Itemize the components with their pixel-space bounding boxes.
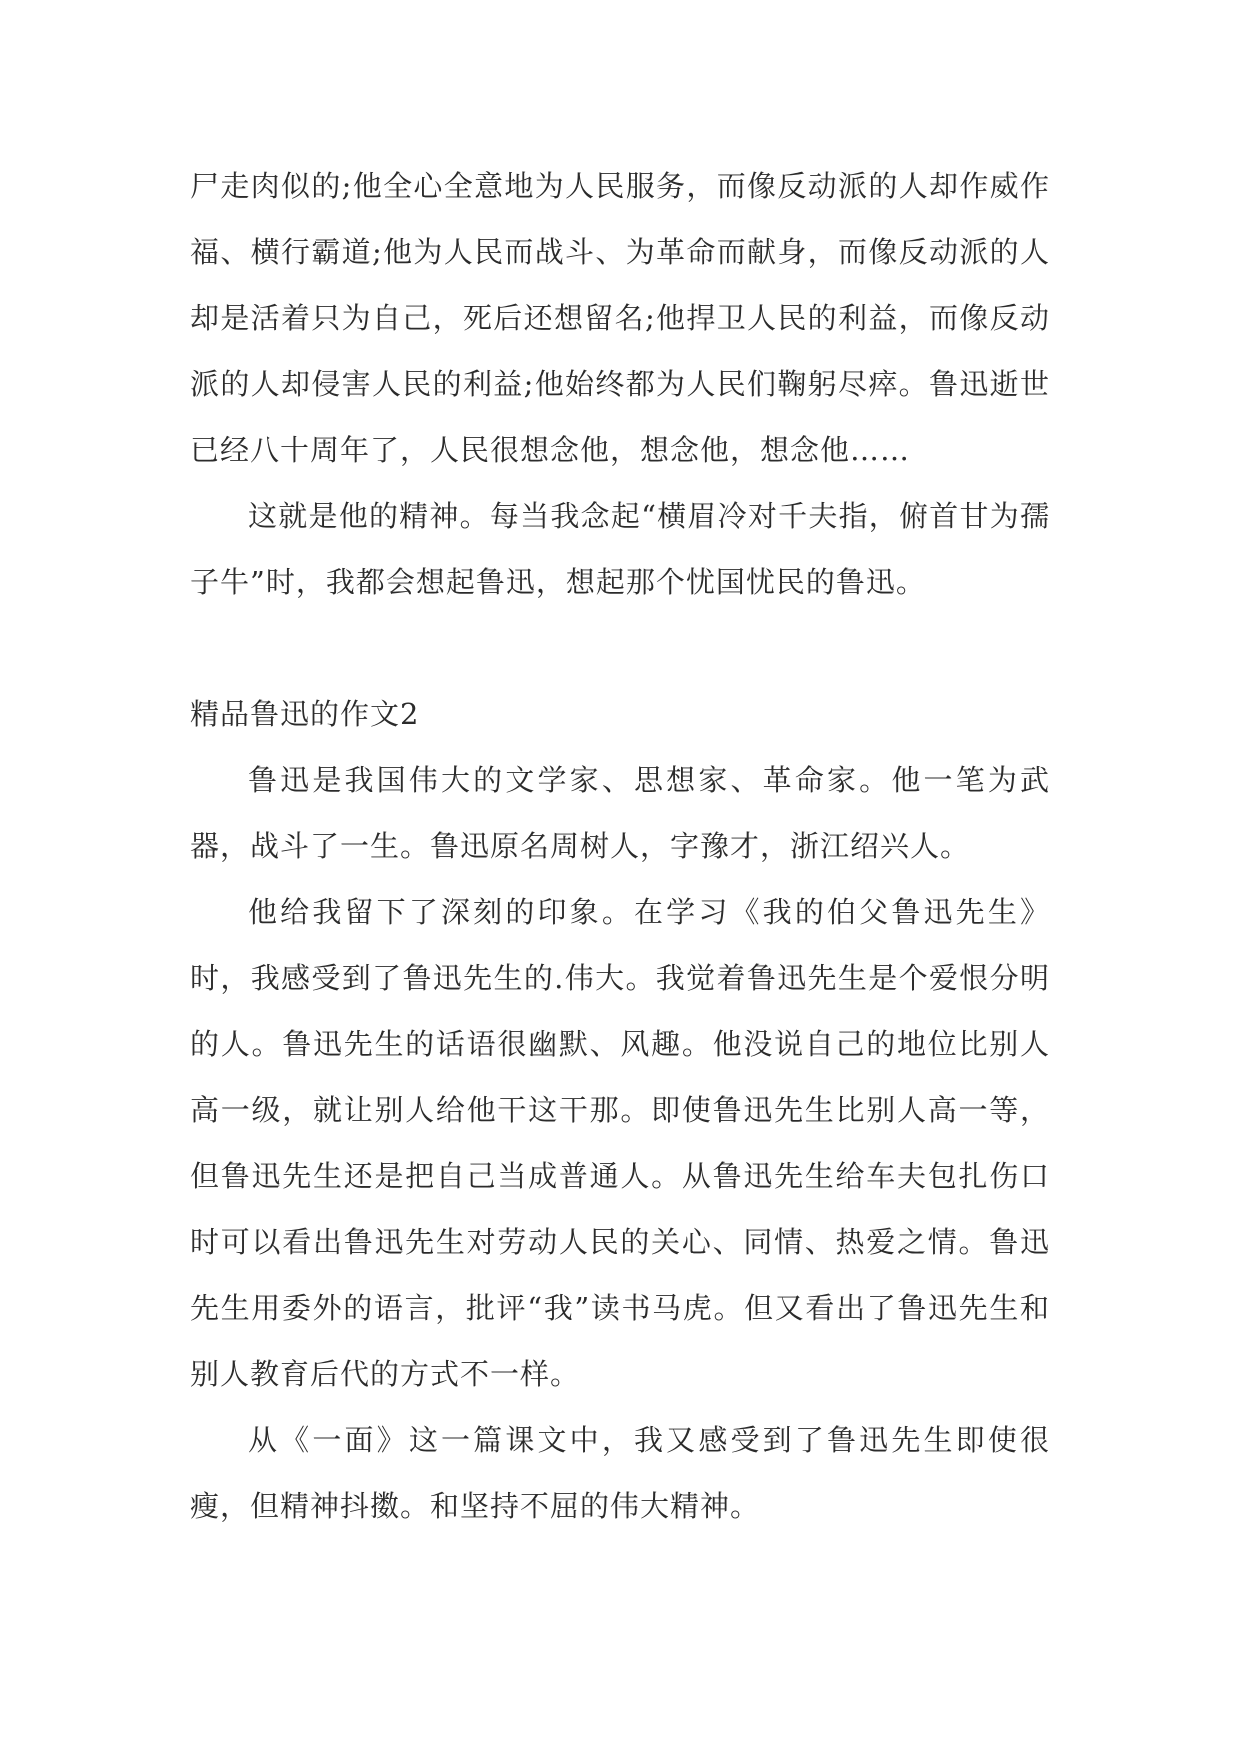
paragraph-yimian: 从《一面》这一篇课文中，我又感受到了鲁迅先生即使很瘦，但精神抖擞。和坚持不屈的伟大精神。 [190,1423,1050,1523]
paragraph-intro: 鲁迅是我国伟大的文学家、思想家、革命家。他一笔为武器，战斗了一生。鲁迅原名周树人，字豫才，浙江绍兴人。 [190,763,1050,863]
paragraph-impression: 他给我留下了深刻的印象。在学习《我的伯父鲁迅先生》时，我感受到了鲁迅先生的.伟大。我觉着鲁迅先生是个爱恨分明的人。鲁迅先生的话语很幽默、风趣。他没说自己的地位比别人高一级，就让别人给他干这干那。即使鲁迅先生比别人高一等，但鲁迅先生还是把自己当成普通人。从鲁迅先生给车夫包扎伤口时可以看出鲁迅先生对劳动人民的关心、同情、热爱之情。鲁迅先生用委外的语言，批评“我”读书马虎。但又看出了鲁迅先生和别人教育后代的方式不一样。 [190,895,1050,1391]
section-heading: 精品鲁迅的作文2 [190,697,420,731]
section-gap [190,615,1050,681]
paragraph-spirit: 这就是他的精神。每当我念起“横眉冷对千夫指，俯首甘为孺子牛”时，我都会想起鲁迅，想起那个忧国忧民的鲁迅。 [190,499,1050,599]
document-body [190,153,1050,1539]
paragraph-continuation: 尸走肉似的;他全心全意地为人民服务，而像反动派的人却作威作福、横行霸道;他为人民而战斗、为革命而献身，而像反动派的人却是活着只为自己，死后还想留名;他捍卫人民的利益，而像反动派的人却侵害人民的利益;他始终都为人民们鞠躬尽瘁。鲁迅逝世已经八十周年了，人民很想念他，想念他，想念他…… [190,169,1050,467]
